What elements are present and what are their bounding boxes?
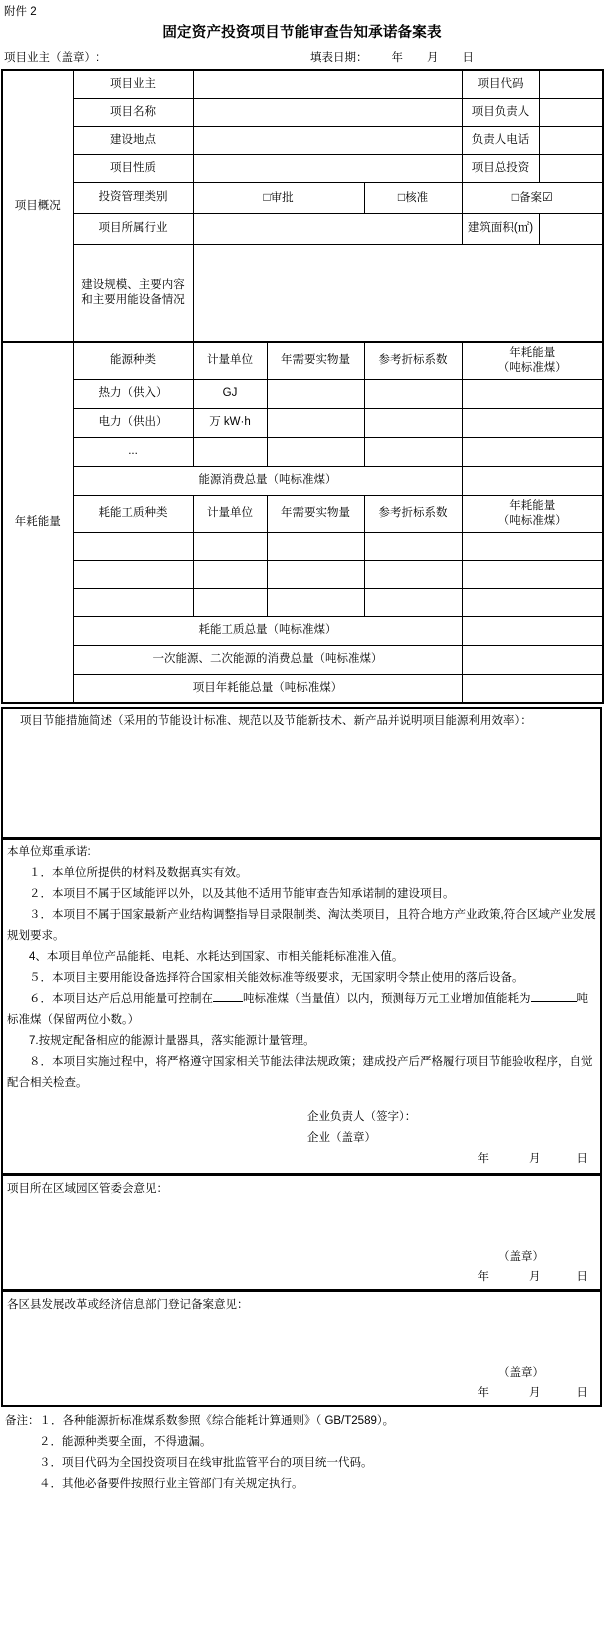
- value-primary-secondary-total[interactable]: [462, 645, 603, 674]
- header-energy-total-line2: （吨标准煤）: [497, 361, 567, 374]
- energy-row-unit: 万 kW·h: [193, 408, 267, 437]
- park-opinion-day: 日: [576, 1271, 588, 1283]
- commitment-item-6-part1: ６．本项目达产后总用能量可控制在: [29, 993, 213, 1005]
- checkbox-ratification-icon[interactable]: □: [397, 189, 406, 204]
- table-row: [2, 182, 603, 213]
- medium-row-total[interactable]: [462, 532, 603, 560]
- label-project-name: 项目名称: [73, 98, 193, 126]
- park-opinion-title: 项目所在区域园区管委会意见：: [7, 1183, 168, 1195]
- energy-row-coef[interactable]: [364, 408, 462, 437]
- energy-per-unit-blank[interactable]: [531, 1001, 577, 1002]
- commitment-item-1: １．本单位所提供的材料及数据真实有效。: [29, 867, 248, 879]
- fill-date-group: [310, 47, 474, 69]
- medium-row-coef[interactable]: [364, 532, 462, 560]
- commitment-text: [3, 840, 600, 1173]
- option-ratification[interactable]: [364, 182, 462, 213]
- measures-input-area[interactable]: [3, 731, 600, 837]
- header-energy-total-line1: 年耗能量: [509, 346, 556, 359]
- table-row: [2, 437, 603, 466]
- government-opinion-block: [1, 1290, 602, 1407]
- value-industry[interactable]: [193, 213, 462, 244]
- commitment-item-6-part3: 吨标准煤（保留两位小数。）: [7, 993, 588, 1026]
- commitment-intro: 本单位郑重承诺:: [7, 846, 91, 858]
- option-record[interactable]: [462, 182, 603, 213]
- park-opinion-month: 月: [529, 1271, 541, 1283]
- value-build-location[interactable]: [193, 126, 462, 154]
- fill-date-year: 年: [391, 52, 403, 64]
- table-row: [2, 645, 603, 674]
- table-row: [2, 532, 603, 560]
- energy-cap-blank[interactable]: [213, 1001, 243, 1002]
- gov-opinion-year: 年: [477, 1387, 489, 1399]
- energy-row-unit: [193, 437, 267, 466]
- footnote-4: ４．其他必备要件按照行业主管部门有关规定执行。: [39, 1478, 304, 1490]
- value-energy-consumption-total[interactable]: [462, 466, 603, 495]
- table-row: [2, 495, 603, 532]
- medium-row-total[interactable]: [462, 588, 603, 616]
- commitment-item-6: [7, 989, 596, 1031]
- energy-row-coef[interactable]: [364, 437, 462, 466]
- label-industry: 项目所属行业: [73, 213, 193, 244]
- checkbox-approval-icon[interactable]: □: [263, 189, 271, 204]
- label-construction-scale-line2: 和主要用能设备情况: [81, 293, 185, 306]
- header-medium-type: 耗能工质种类: [73, 495, 193, 532]
- medium-row-unit[interactable]: [193, 532, 267, 560]
- medium-row-qty[interactable]: [267, 532, 364, 560]
- table-row: [2, 342, 603, 379]
- label-manager-phone: 负责人电话: [462, 126, 539, 154]
- header-medium-total: [462, 495, 603, 532]
- gov-opinion-title: 各区县发展改革或经济信息部门登记备案意见：: [7, 1299, 249, 1311]
- medium-row-unit[interactable]: [193, 560, 267, 588]
- footnote-2: ２．能源种类要全面，不得遗漏。: [39, 1436, 212, 1448]
- label-project-owner: 项目业主: [73, 70, 193, 98]
- value-project-name[interactable]: [193, 98, 462, 126]
- label-primary-secondary-total: 一次能源、二次能源的消费总量（吨标准煤）: [73, 645, 462, 674]
- option-approval[interactable]: [193, 182, 364, 213]
- gov-opinion-date-row: [7, 1383, 596, 1403]
- label-build-location: 建设地点: [73, 126, 193, 154]
- value-project-code[interactable]: [539, 70, 603, 98]
- value-medium-total[interactable]: [462, 616, 603, 645]
- commitment-item-7: 7.按规定配备相应的能源计量器具，落实能源计量管理。: [29, 1035, 315, 1047]
- fill-date-month: 月: [427, 52, 439, 64]
- label-construction-scale: [73, 244, 193, 342]
- commitment-day: 日: [576, 1153, 588, 1165]
- medium-row-total[interactable]: [462, 560, 603, 588]
- value-project-nature[interactable]: [193, 154, 462, 182]
- value-total-investment[interactable]: [539, 154, 603, 182]
- commitment-item-4: 4、本项目单位产品能耗、电耗、水耗达到国家、市相关能耗标准准入值。: [29, 951, 404, 963]
- option-ratification-label: 核准: [405, 191, 429, 204]
- label-project-code: 项目代码: [462, 70, 539, 98]
- energy-row-total[interactable]: [462, 437, 603, 466]
- park-opinion-year: 年: [477, 1271, 489, 1283]
- energy-row-unit: GJ: [193, 379, 267, 408]
- option-record-label: 备案: [518, 191, 542, 204]
- commitment-block: [1, 838, 602, 1175]
- attachment-label: 附件 2: [4, 6, 37, 18]
- energy-row-total[interactable]: [462, 408, 603, 437]
- footnote-1: 备注：１．各种能源折标准煤系数参照《综合能耗计算通则》（ GB/T2589）。: [5, 1415, 395, 1427]
- medium-row-unit[interactable]: [193, 588, 267, 616]
- gov-opinion-month: 月: [529, 1387, 541, 1399]
- value-project-owner[interactable]: [193, 70, 462, 98]
- table-row: [2, 126, 603, 154]
- measures-title: 项目节能措施简述（采用的节能设计标准、规范以及节能新技术、新产品并说明项目能源利用效率）：: [20, 715, 532, 727]
- header-energy-unit: 计量单位: [193, 342, 267, 379]
- project-owner-label: 项目业主（盖章）:: [4, 52, 100, 64]
- fill-date-label: 填表日期：: [310, 52, 368, 64]
- medium-row-qty[interactable]: [267, 560, 364, 588]
- header-medium-total-line2: （吨标准煤）: [497, 514, 567, 527]
- energy-row-qty[interactable]: [267, 379, 364, 408]
- energy-table: [1, 341, 604, 704]
- medium-row-type[interactable]: [73, 588, 193, 616]
- commitment-item-6-part2: 吨标准煤（当量值）以内，预测每万元工业增加值能耗为: [243, 993, 531, 1005]
- table-row: [2, 98, 603, 126]
- header-energy-type: 能源种类: [73, 342, 193, 379]
- label-project-nature: 项目性质: [73, 154, 193, 182]
- gov-opinion-input-area[interactable]: [7, 1315, 596, 1363]
- fill-date-day: 日: [462, 52, 474, 64]
- table-row: [2, 466, 603, 495]
- owner-and-date-line: [0, 47, 604, 69]
- signature-area: [7, 1107, 596, 1149]
- label-total-investment: 项目总投资: [462, 154, 539, 182]
- table-row: [2, 674, 603, 703]
- table-row: [2, 244, 603, 342]
- commitment-item-2: ２．本项目不属于区域能评以外，以及其他不适用节能审查告知承诺制的建设项目。: [29, 888, 455, 900]
- park-opinion-seal: （盖章）: [498, 1251, 544, 1263]
- medium-row-qty[interactable]: [267, 588, 364, 616]
- table-row: [2, 213, 603, 244]
- medium-row-type[interactable]: [73, 532, 193, 560]
- table-row: [2, 154, 603, 182]
- commitment-date-row: [7, 1149, 596, 1170]
- park-committee-opinion-block: [1, 1174, 602, 1291]
- energy-section-label: 年耗能量: [2, 342, 73, 703]
- table-row: [2, 379, 603, 408]
- value-floor-area[interactable]: [539, 213, 603, 244]
- park-opinion: [3, 1176, 600, 1289]
- label-medium-total: 耗能工质总量（吨标准煤）: [73, 616, 462, 645]
- table-row: [2, 588, 603, 616]
- medium-row-coef[interactable]: [364, 588, 462, 616]
- overview-table: [1, 69, 604, 343]
- medium-row-type[interactable]: [73, 560, 193, 588]
- table-row: [2, 616, 603, 645]
- label-project-manager: 项目负责人: [462, 98, 539, 126]
- page-title: 固定资产投资项目节能审查告知承诺备案表: [162, 25, 442, 41]
- energy-row-type: 热力（供入）: [73, 379, 193, 408]
- value-manager-phone[interactable]: [539, 126, 603, 154]
- commitment-item-5: ５．本项目主要用能设备选择符合国家相关能效标准等级要求，无国家明令禁止使用的落后设备。: [29, 972, 524, 984]
- commitment-month: 月: [529, 1153, 541, 1165]
- gov-opinion: [3, 1292, 600, 1405]
- header-medium-unit: 计量单位: [193, 495, 267, 532]
- value-project-annual-total[interactable]: [462, 674, 603, 703]
- header-energy-total: [462, 342, 603, 379]
- energy-row-qty[interactable]: [267, 408, 364, 437]
- value-construction-scale[interactable]: [193, 244, 603, 342]
- header-medium-total-line1: 年耗能量: [509, 499, 556, 512]
- header-medium-coef: 参考折标系数: [364, 495, 462, 532]
- header-energy-qty: 年需要实物量: [267, 342, 364, 379]
- signature-company-label: 企业（盖章）: [307, 1132, 376, 1144]
- value-project-manager[interactable]: [539, 98, 603, 126]
- label-project-annual-total: 项目年耗能总量（吨标准煤）: [73, 674, 462, 703]
- signature-person-label: 企业负责人（签字）：: [307, 1111, 417, 1123]
- park-opinion-input-area[interactable]: [7, 1199, 596, 1247]
- gov-opinion-day: 日: [576, 1387, 588, 1399]
- footnotes: [1, 1407, 602, 1503]
- table-row: [2, 408, 603, 437]
- energy-row-total[interactable]: [462, 379, 603, 408]
- label-energy-consumption-total: 能源消费总量（吨标准煤）: [73, 466, 462, 495]
- energy-row-coef[interactable]: [364, 379, 462, 408]
- gov-opinion-seal: （盖章）: [498, 1367, 544, 1379]
- label-floor-area: 建筑面积(㎡): [462, 213, 539, 244]
- checkbox-record-icon[interactable]: □: [511, 189, 519, 204]
- option-approval-label: 审批: [270, 191, 294, 204]
- energy-saving-measures-block: [1, 707, 602, 839]
- overview-section-label: 项目概况: [2, 70, 73, 342]
- medium-row-coef[interactable]: [364, 560, 462, 588]
- label-construction-scale-line1: 建设规模、主要内容: [81, 278, 185, 291]
- checkbox-checked-icon[interactable]: ☑: [541, 189, 553, 204]
- park-opinion-date-row: [7, 1267, 596, 1287]
- energy-row-qty[interactable]: [267, 437, 364, 466]
- commitment-year: 年: [477, 1153, 489, 1165]
- footnote-3: ３．项目代码为全国投资项目在线审批监管平台的项目统一代码。: [39, 1457, 373, 1469]
- energy-row-type: ...: [73, 437, 193, 466]
- header-medium-qty: 年需要实物量: [267, 495, 364, 532]
- table-row: [2, 560, 603, 588]
- header-energy-coef: 参考折标系数: [364, 342, 462, 379]
- energy-row-type: 电力（供出）: [73, 408, 193, 437]
- table-row: [2, 70, 603, 98]
- commitment-item-8: ８．本项目实施过程中，将严格遵守国家相关节能法律法规政策；建成投产后严格履行项目节能验收程序，自觉配合相关检查。: [7, 1056, 593, 1089]
- label-invest-mgmt-type: 投资管理类别: [73, 182, 193, 213]
- commitment-item-3: ３．本项目不属于国家最新产业结构调整指导目录限制类、淘汰类项目，且符合地方产业政策,符合区域产业发展规划要求。: [7, 909, 596, 942]
